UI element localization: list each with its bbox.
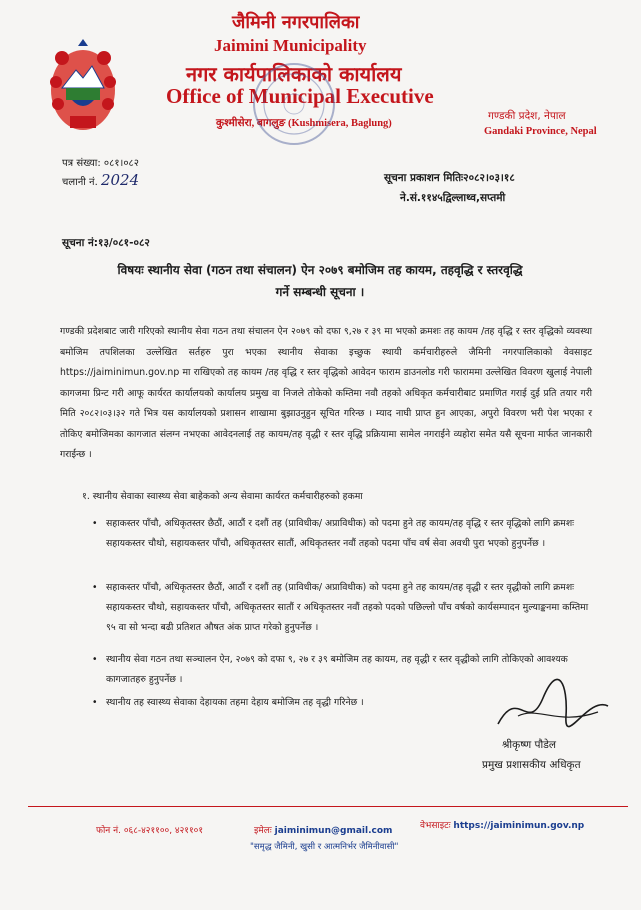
dispatch-number (62, 171, 139, 189)
nepal-emblem-icon (48, 38, 118, 136)
email-link[interactable]: jaiminimun@gmail.com (274, 826, 393, 836)
list-item (92, 514, 592, 574)
footer-divider (28, 806, 628, 807)
signatory-name: श्रीकृष्ण पौडेल (502, 739, 556, 751)
notice-number: सूचना नं:१३/०८१-०८२ (62, 237, 150, 249)
list-item-text: सहाकस्तर पाँचौ, अधिकृतस्तर छैठौं, आठौं र दशौं तह (प्राविधीक/ अप्राविधीक) को पदमा हुने तह कायम/तह वृद्धी र स्तर वृद्धीको लागि क्रमशः सहायकस्तर चौथो, सहायकस्तर पाँचौ, अधिकृतस्तर सातौं र अधिकृतस्तर नवौं तहको पदको पछिल्लो पाँच वर्षको कार्यसम्पादन मुल्याङ्कनमा कम्तिमा ९५ वा सो भन्दा बढी प्रतिशत औषत अंक प्राप्त गरेको हुनुपर्नेछ । (106, 582, 589, 633)
office-stamp-icon (248, 58, 340, 150)
list-item (92, 578, 592, 660)
province-np: गण्डकी प्रदेश, नेपाल (488, 110, 566, 122)
dispatch-value-handwritten: 2024 (100, 171, 140, 189)
bullet-icon: • (92, 654, 98, 665)
bullet-icon: • (92, 518, 98, 529)
bullet-icon: • (92, 697, 98, 708)
website-label: वेभसाइटः (420, 821, 451, 831)
signatory-title: प्रमुख प्रशासकीय अधिकृत (482, 759, 581, 771)
footer-website (420, 818, 584, 831)
office-name-np: नगर कार्यपालिकाको कार्यालय (186, 62, 402, 86)
footer-slogan: "समृद्ध जैमिनी, खुसी र आत्मनिर्भर जैमिनीवासी" (250, 842, 399, 852)
list-item-text: स्थानीय तह स्वास्थ्य सेवाका देहायका तहमा देहाय बमोजिम तह वृद्धी गरिनेछ । (106, 697, 364, 708)
municipality-name-en: Jaimini Municipality (214, 36, 367, 55)
province-en: Gandaki Province, Nepal (484, 126, 597, 137)
notice-date: सूचना प्रकाशन मितिः२०८२।०३।१८ (384, 172, 515, 184)
municipality-name-np: जैमिनी नगरपालिका (232, 12, 360, 33)
list-item-heading: १. स्थानीय सेवाका स्वास्थ्य सेवा बाहेकको अन्य सेवामा कार्यरत कर्मचारीहरुको हकमा (82, 491, 363, 502)
footer-email (254, 823, 392, 836)
subject-line-2: गर्ने सम्बन्धी सूचना । (275, 285, 365, 299)
letter-number: पत्र संख्या: ०८१।०८२ (62, 158, 139, 169)
email-label: इमेलः (254, 826, 272, 836)
bullet-icon: • (92, 582, 98, 593)
office-name-en: Office of Municipal Executive (166, 84, 434, 108)
notice-body-paragraph: गण्डकी प्रदेशबाट जारी गरिएको स्थानीय सेवा गठन तथा संचालन ऐन २०७९ को दफा ९,२७ र ३९ मा भएको क्रमशः तह कायम /तह वृद्धि र स्तर वृद्धिको व्यवस्था बमोजिम तपशिलका उल्लेखित सर्तहरु पुरा भएका स्थानीय सेवाका इच्छुक स्थायी कर्मचारीहरुले जैमिनी नगरपालिकाको वेवसाइट https://jaiminimun.gov.np मा राखिएको तह कायम /तह वृद्धि र स्तर वृद्धिको आवेदन फाराम डाउनलोड गरी फाराममा उल्लेखित विवरण खुलाई नेपाली कागजमा प्रिन्ट गरी आफू कार्यरत कार्यालयको कार्यालय प्रमुख वा निजले तोकेको कम्तिमा नवौ तहको अधिकृत कर्मचारीबाट प्रमाणित गराई दुई प्रति तयार गरी मिति २०८२।०३।३२ गते भित्र यस कार्यालयको प्रशासन शाखामा बुझाउनुहुन सूचित गरिन्छ । म्याद नाघी प्राप्त हुन आएका, अपुरो विवरण भरी पेश भएका र तोकिए बमोजिमका कागजात संलग्न नभएका आवेदनलाई तह कायम/तह वृद्धी र स्तर वृद्धि प्रक्रियामा सामेल नगराईने व्यहोरा समेत यसै सूचना मार्फत जानकारी गराईन्छ । (60, 326, 592, 460)
office-address: कुश्मीसेरा, बागलुङ (Kushmisera, Baglung) (216, 118, 392, 129)
list-item-text: सहाकस्तर पाँचौ, अधिकृतस्तर छैठौं, आठौं र दशौं तह (प्राविधीक/ अप्राविधीक) को पदमा हुने तह कायम/तह वृद्धि र स्तर वृद्धिको लागि क्रमशः सहायकस्तर चौथो, सहायकस्तर पाँचौ, अधिकृतस्तर सातौं, अधिकृतस्तर नवौं तहको पदमा पाँच वर्ष सेवा अवधी पुरा भएको हुनुपर्नेछ । (106, 518, 575, 549)
nepal-sambat-date: ने.सं.११४५द्विल्लाथ्व,सप्तमी (400, 192, 506, 204)
dispatch-label: चलानी नं. (62, 177, 98, 188)
signature-icon (488, 676, 618, 736)
subject-line-1: विषयः स्थानीय सेवा (गठन तथा संचालन) ऐन २०७९ बमोजिम तह कायम, तहवृद्धि र स्तरवृद्धि (117, 263, 523, 277)
footer-phone: फोन नं. ०६८-४२११००, ४२११०१ (96, 826, 204, 836)
list-item-text: स्थानीय सेवा गठन तथा सञ्चालन ऐन, २०७९ को दफा ९, २७ र ३९ बमोजिम तह कायम, तह वृद्धी र स्तर वृद्धीको लागि तोकिएको आवश्यक कागजातहरु हुनुपर्नेछ । (106, 654, 568, 685)
website-link[interactable]: https://jaiminimun.gov.np (453, 821, 585, 831)
